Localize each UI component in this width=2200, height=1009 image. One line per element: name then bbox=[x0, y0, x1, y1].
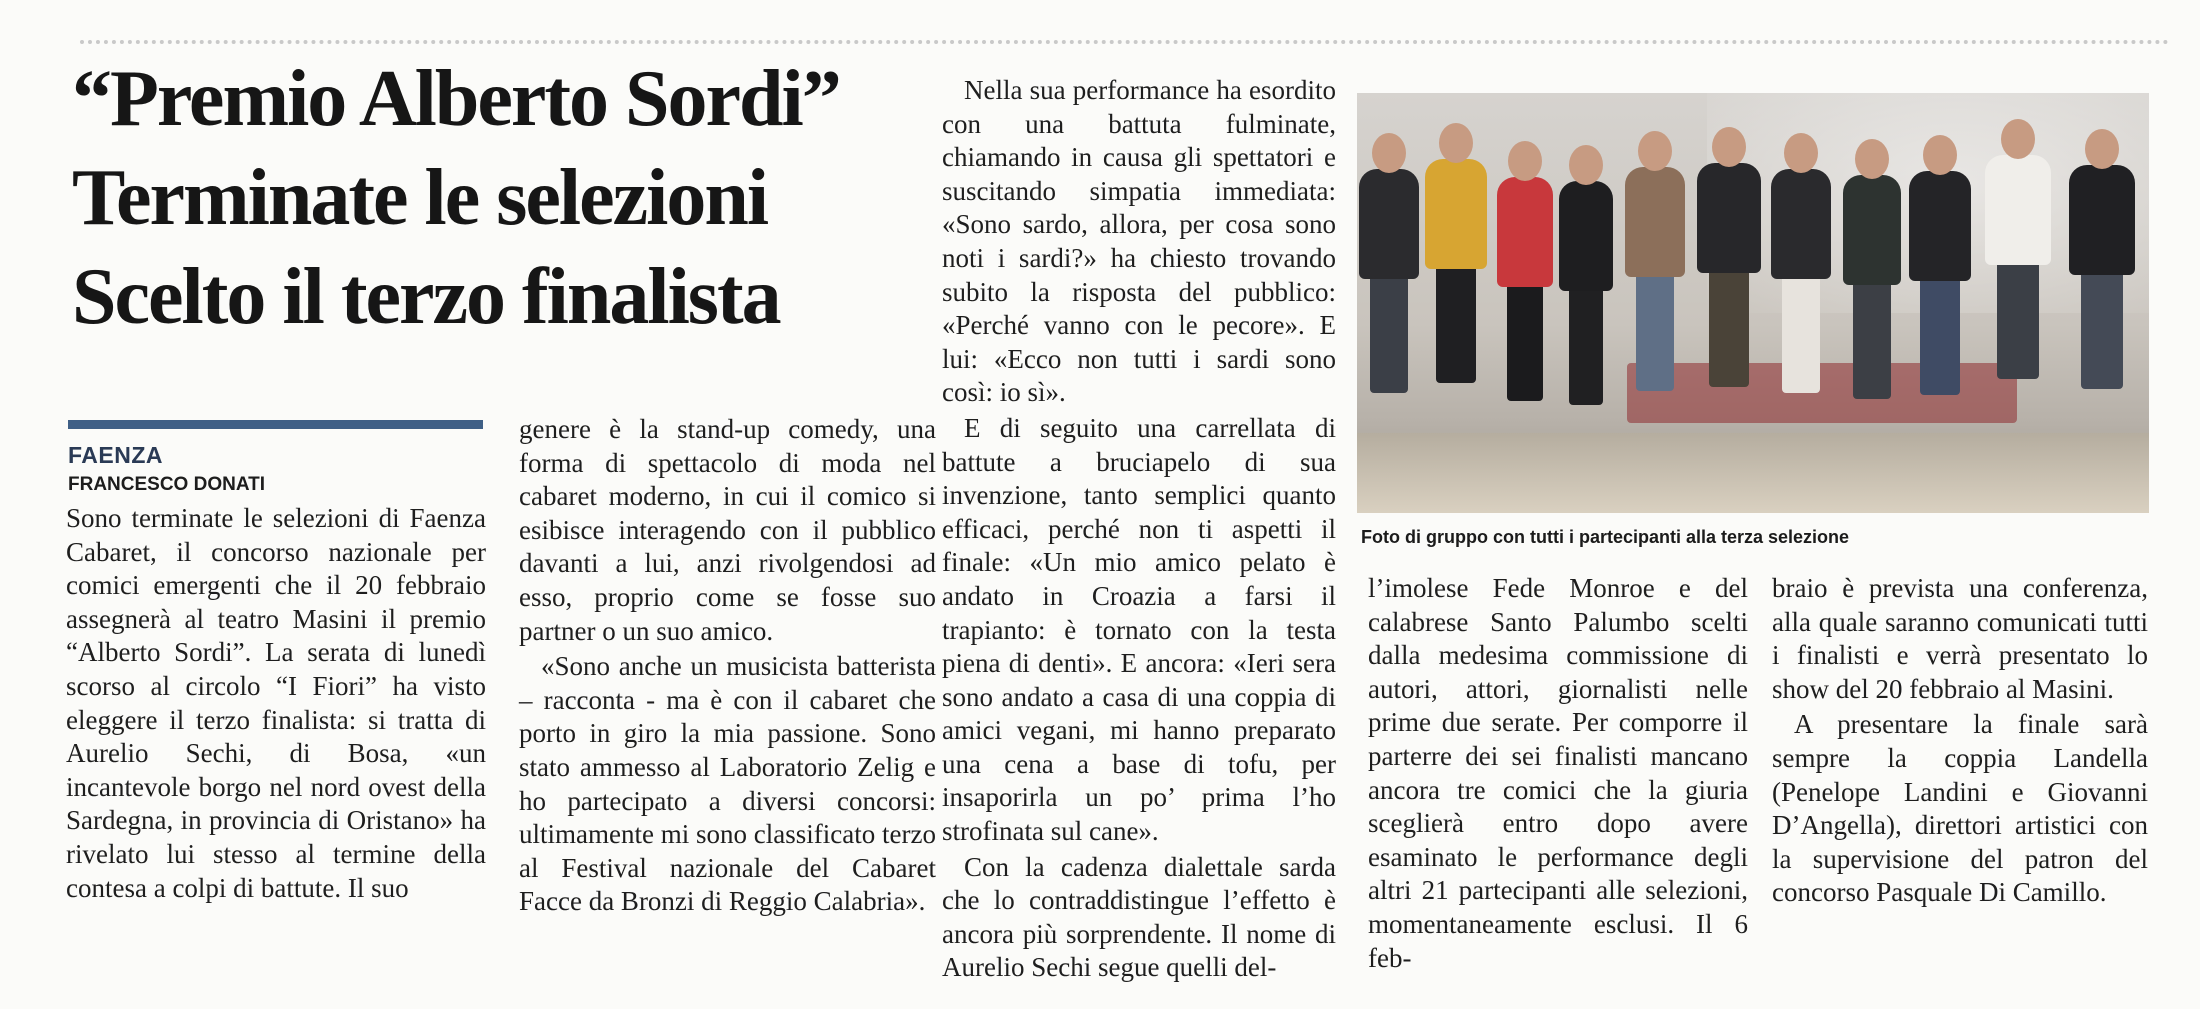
person-body bbox=[1625, 167, 1685, 277]
person-legs bbox=[1709, 267, 1750, 387]
section-rule bbox=[68, 420, 483, 429]
headline-line-1: “Premio Alberto Sordi” bbox=[72, 55, 840, 143]
person-legs bbox=[1636, 271, 1674, 391]
person-head bbox=[2001, 119, 2035, 159]
kicker-location: FAENZA bbox=[68, 442, 163, 468]
person-head bbox=[1923, 135, 1957, 175]
person-body bbox=[2069, 165, 2135, 275]
paragraph: l’imolese Fede Monroe e del calabrese Santo Palumbo scelti dalla medesima commissione di autori, attori, giornalisti nelle prime due serate. Per comporre il parterre dei sei finalisti mancano ancora tre comici che la giuria sceglierà entro dopo avere esaminato le performance degli altri 21 partecipanti alle selezioni, momentaneamente esclusi. Il 6 feb- bbox=[1368, 573, 1748, 973]
person-figure bbox=[1771, 133, 1831, 433]
person-legs bbox=[1370, 273, 1408, 393]
group-photo bbox=[1357, 93, 2149, 513]
person-body bbox=[1771, 169, 1831, 279]
person-body bbox=[1985, 155, 2051, 265]
person-body bbox=[1843, 175, 1901, 285]
person-figure bbox=[1625, 131, 1685, 431]
person-head bbox=[1638, 131, 1672, 171]
paragraph: Sono terminate le selezioni di Faenza Cabaret, il concorso nazionale per comici emergenti che il 20 febbraio assegnerà al teatro Masini il premio “Alberto Sordi”. La serata di lunedì scorso al circolo “I Fiori” ha visto eleggere il terzo finalista: si tratta di Aurelio Sechi, di Bosa, «un incantevole borgo nel nord ovest della Sardegna, in provincia di Oristano» ha rivelato lui stesso al termine della contesa a colpi di battute. Il suo bbox=[66, 503, 486, 903]
person-head bbox=[1855, 139, 1889, 179]
person-head bbox=[1569, 145, 1603, 185]
person-legs bbox=[1782, 273, 1820, 393]
paragraph: genere è la stand-up comedy, una forma di spettacolo di moda nel cabaret moderno, in cui il comico si esibisce interagendo con il pubblico davanti a lui, anzi rivolgendosi ad esso, proprio come se fosse suo partner o un suo amico. bbox=[519, 414, 936, 646]
person-legs bbox=[1920, 275, 1960, 395]
person-figure bbox=[1843, 139, 1901, 439]
article-column-5 bbox=[1772, 572, 2148, 910]
person-figure bbox=[1559, 145, 1613, 445]
person-body bbox=[1497, 177, 1553, 287]
headline bbox=[72, 50, 932, 347]
person-legs bbox=[1507, 281, 1543, 401]
byline-author: FRANCESCO DONATI bbox=[68, 474, 266, 495]
paragraph: braio è prevista una conferenza, alla quale saranno comunicati tutti i finalisti e verrà presentato lo show del 20 febbraio al Masini. bbox=[1772, 573, 2148, 704]
person-body bbox=[1697, 163, 1761, 273]
paragraph: A presentare la finale sarà sempre la coppia Landella (Penelope Landini e Giovanni D’Angella), direttori artistici con la supervisione del patron del concorso Pasquale Di Camillo. bbox=[1772, 709, 2148, 908]
paragraph: E di seguito una carrellata di battute a bruciapelo di sua invenzione, tanto semplici quanto efficaci, perché non ti aspetti il finale: «Un mio amico pelato è andato in Croazia a farsi il trapianto: è tornato con la testa piena di denti». E ancora: «Ieri sera sono andato a casa di una coppia di amici vegani, mi hanno preparato una cena a base di tofu, per insaporirla un po’ prima l’ho strofinata sul cane». bbox=[942, 412, 1336, 847]
person-legs bbox=[1997, 259, 2039, 379]
person-figure bbox=[1497, 141, 1553, 441]
person-body bbox=[1909, 171, 1971, 281]
person-figure bbox=[1425, 123, 1487, 423]
top-dotted-rule bbox=[80, 40, 2170, 44]
person-figure bbox=[1909, 135, 1971, 435]
person-figure bbox=[1985, 119, 2051, 419]
person-figure bbox=[2069, 129, 2135, 429]
photo-caption: Foto di gruppo con tutti i partecipanti alla terza selezione bbox=[1361, 527, 1850, 547]
person-head bbox=[1439, 123, 1473, 163]
person-legs bbox=[1853, 279, 1890, 399]
paragraph: Nella sua performance ha esordito con una battuta fulminate, chiamando in causa gli spettatori e suscitando simpatia immediata: «Sono sardo, allora, per cosa sono noti i sardi?» ha chiesto trovando subito la risposta del pubblico: «Perché vanno con le pecore». E lui: «Ecco non tutti i sardi sono così: io sì». bbox=[942, 75, 1336, 408]
person-figure bbox=[1359, 133, 1419, 433]
article-column-4 bbox=[1368, 572, 1748, 975]
person-head bbox=[2085, 129, 2119, 169]
headline-line-2: Terminate le selezioni bbox=[72, 154, 768, 242]
person-body bbox=[1359, 169, 1419, 279]
person-head bbox=[1712, 127, 1746, 167]
person-legs bbox=[1436, 263, 1476, 383]
person-body bbox=[1559, 181, 1613, 291]
headline-line-3: Scelto il terzo finalista bbox=[72, 253, 780, 341]
article-column-3 bbox=[942, 74, 1336, 985]
person-figure bbox=[1697, 127, 1761, 427]
person-head bbox=[1508, 141, 1542, 181]
paragraph: «Sono anche un musicista batterista – racconta - ma è con il cabaret che porto in giro la mia passione. Sono stato ammesso al Laboratorio Zelig e ho partecipato a diversi concorsi: ultimamente mi sono classificato terzo al Festival nazionale del Cabaret Facce da Bronzi di Reggio Calabria». bbox=[519, 651, 936, 917]
person-head bbox=[1372, 133, 1406, 173]
person-legs bbox=[2081, 269, 2123, 389]
person-legs bbox=[1569, 285, 1604, 405]
person-body bbox=[1425, 159, 1487, 269]
stage-floor bbox=[1357, 433, 2149, 513]
paragraph: Con la cadenza dialettale sarda che lo contraddistingue l’effetto è ancora più sorprendente. Il nome di Aurelio Sechi segue quelli del- bbox=[942, 851, 1336, 983]
article-column-1 bbox=[66, 502, 486, 905]
article-column-2 bbox=[519, 413, 936, 919]
person-head bbox=[1784, 133, 1818, 173]
